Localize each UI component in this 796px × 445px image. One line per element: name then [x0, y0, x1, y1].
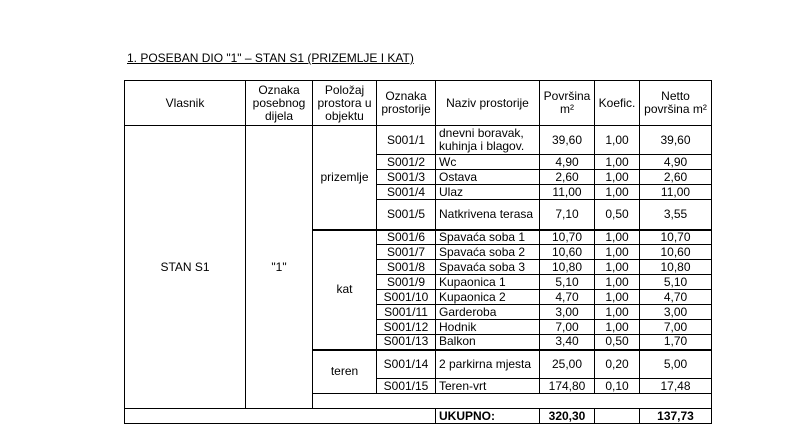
room-coef: 1,00 [595, 275, 640, 290]
room-mark: S001/13 [377, 335, 436, 350]
room-area: 10,80 [540, 260, 595, 275]
room-mark: S001/2 [377, 155, 436, 170]
room-area: 3,40 [540, 335, 595, 350]
room-coef: 1,00 [595, 290, 640, 305]
room-mark: S001/5 [377, 200, 436, 230]
room-area: 5,10 [540, 275, 595, 290]
room-name: Teren-vrt [436, 379, 540, 394]
room-net: 5,00 [640, 350, 712, 379]
room-area: 174,80 [540, 379, 595, 394]
room-area: 2,60 [540, 170, 595, 185]
room-name: Kupaonica 1 [436, 275, 540, 290]
room-mark: S001/14 [377, 350, 436, 379]
part-cell: "1" [246, 126, 313, 409]
total-row [125, 409, 712, 424]
header-owner: Vlasnik [125, 81, 246, 126]
room-area: 10,60 [540, 245, 595, 260]
room-area: 7,00 [540, 320, 595, 335]
room-name: Garderoba [436, 305, 540, 320]
room-name: 2 parkirna mjesta [436, 350, 540, 379]
table-row [125, 126, 712, 155]
room-mark: S001/4 [377, 185, 436, 200]
room-mark: S001/7 [377, 245, 436, 260]
spacer-cell [313, 394, 712, 409]
room-coef: 1,00 [595, 126, 640, 155]
header-position: Položaj prostora u objektu [313, 81, 377, 126]
room-area: 3,00 [540, 305, 595, 320]
room-coef: 1,00 [595, 320, 640, 335]
document-title: 1. POSEBAN DIO "1" – STAN S1 (PRIZEMLJE I KAT) [127, 51, 414, 65]
room-name: Spavaća soba 3 [436, 260, 540, 275]
room-net: 4,70 [640, 290, 712, 305]
room-name: Natkrivena terasa [436, 200, 540, 230]
room-name: Ostava [436, 170, 540, 185]
room-coef: 1,00 [595, 185, 640, 200]
header-net-area: Netto površina m² [640, 81, 712, 126]
header-area: Površina m² [540, 81, 595, 126]
room-name: Kupaonica 2 [436, 290, 540, 305]
room-net: 5,10 [640, 275, 712, 290]
header-coef: Koefic. [595, 81, 640, 126]
total-spacer [125, 409, 436, 424]
room-name: Ulaz [436, 185, 540, 200]
room-net: 39,60 [640, 126, 712, 155]
room-net: 17,48 [640, 379, 712, 394]
room-name: Spavaća soba 2 [436, 245, 540, 260]
position-ground: prizemlje [313, 126, 377, 230]
total-coef-empty [595, 409, 640, 424]
room-mark: S001/1 [377, 126, 436, 155]
total-label: UKUPNO: [436, 409, 540, 424]
room-net: 10,70 [640, 230, 712, 245]
room-area: 7,10 [540, 200, 595, 230]
position-terrain: teren [313, 350, 377, 394]
room-area-table [124, 80, 712, 424]
room-area: 10,70 [540, 230, 595, 245]
total-net: 137,73 [640, 409, 712, 424]
room-mark: S001/11 [377, 305, 436, 320]
room-net: 2,60 [640, 170, 712, 185]
room-coef: 1,00 [595, 305, 640, 320]
room-mark: S001/6 [377, 230, 436, 245]
header-room-mark: Oznaka prostorije [377, 81, 436, 126]
room-mark: S001/10 [377, 290, 436, 305]
room-net: 10,80 [640, 260, 712, 275]
room-name: Hodnik [436, 320, 540, 335]
header-row [125, 81, 712, 126]
room-name: dnevni boravak, kuhinja i blagov. [436, 126, 540, 155]
room-coef: 1,00 [595, 155, 640, 170]
room-net: 3,00 [640, 305, 712, 320]
owner-cell: STAN S1 [125, 126, 246, 409]
room-mark: S001/9 [377, 275, 436, 290]
header-part-mark: Oznaka posebnog dijela [246, 81, 313, 126]
room-name: Balkon [436, 335, 540, 350]
room-coef: 1,00 [595, 260, 640, 275]
room-net: 4,90 [640, 155, 712, 170]
room-area: 4,90 [540, 155, 595, 170]
room-name: Wc [436, 155, 540, 170]
room-net: 11,00 [640, 185, 712, 200]
room-mark: S001/8 [377, 260, 436, 275]
room-area: 11,00 [540, 185, 595, 200]
room-area: 39,60 [540, 126, 595, 155]
room-net: 1,70 [640, 335, 712, 350]
room-mark: S001/12 [377, 320, 436, 335]
room-net: 7,00 [640, 320, 712, 335]
room-net: 10,60 [640, 245, 712, 260]
room-coef: 1,00 [595, 170, 640, 185]
room-area: 25,00 [540, 350, 595, 379]
room-mark: S001/15 [377, 379, 436, 394]
total-area: 320,30 [540, 409, 595, 424]
position-floor: kat [313, 230, 377, 350]
room-net: 3,55 [640, 200, 712, 230]
room-coef: 0,10 [595, 379, 640, 394]
room-coef: 0,50 [595, 200, 640, 230]
room-area: 4,70 [540, 290, 595, 305]
room-coef: 0,20 [595, 350, 640, 379]
room-coef: 1,00 [595, 245, 640, 260]
room-coef: 0,50 [595, 335, 640, 350]
room-coef: 1,00 [595, 230, 640, 245]
room-mark: S001/3 [377, 170, 436, 185]
header-room-name: Naziv prostorije [436, 81, 540, 126]
room-name: Spavaća soba 1 [436, 230, 540, 245]
